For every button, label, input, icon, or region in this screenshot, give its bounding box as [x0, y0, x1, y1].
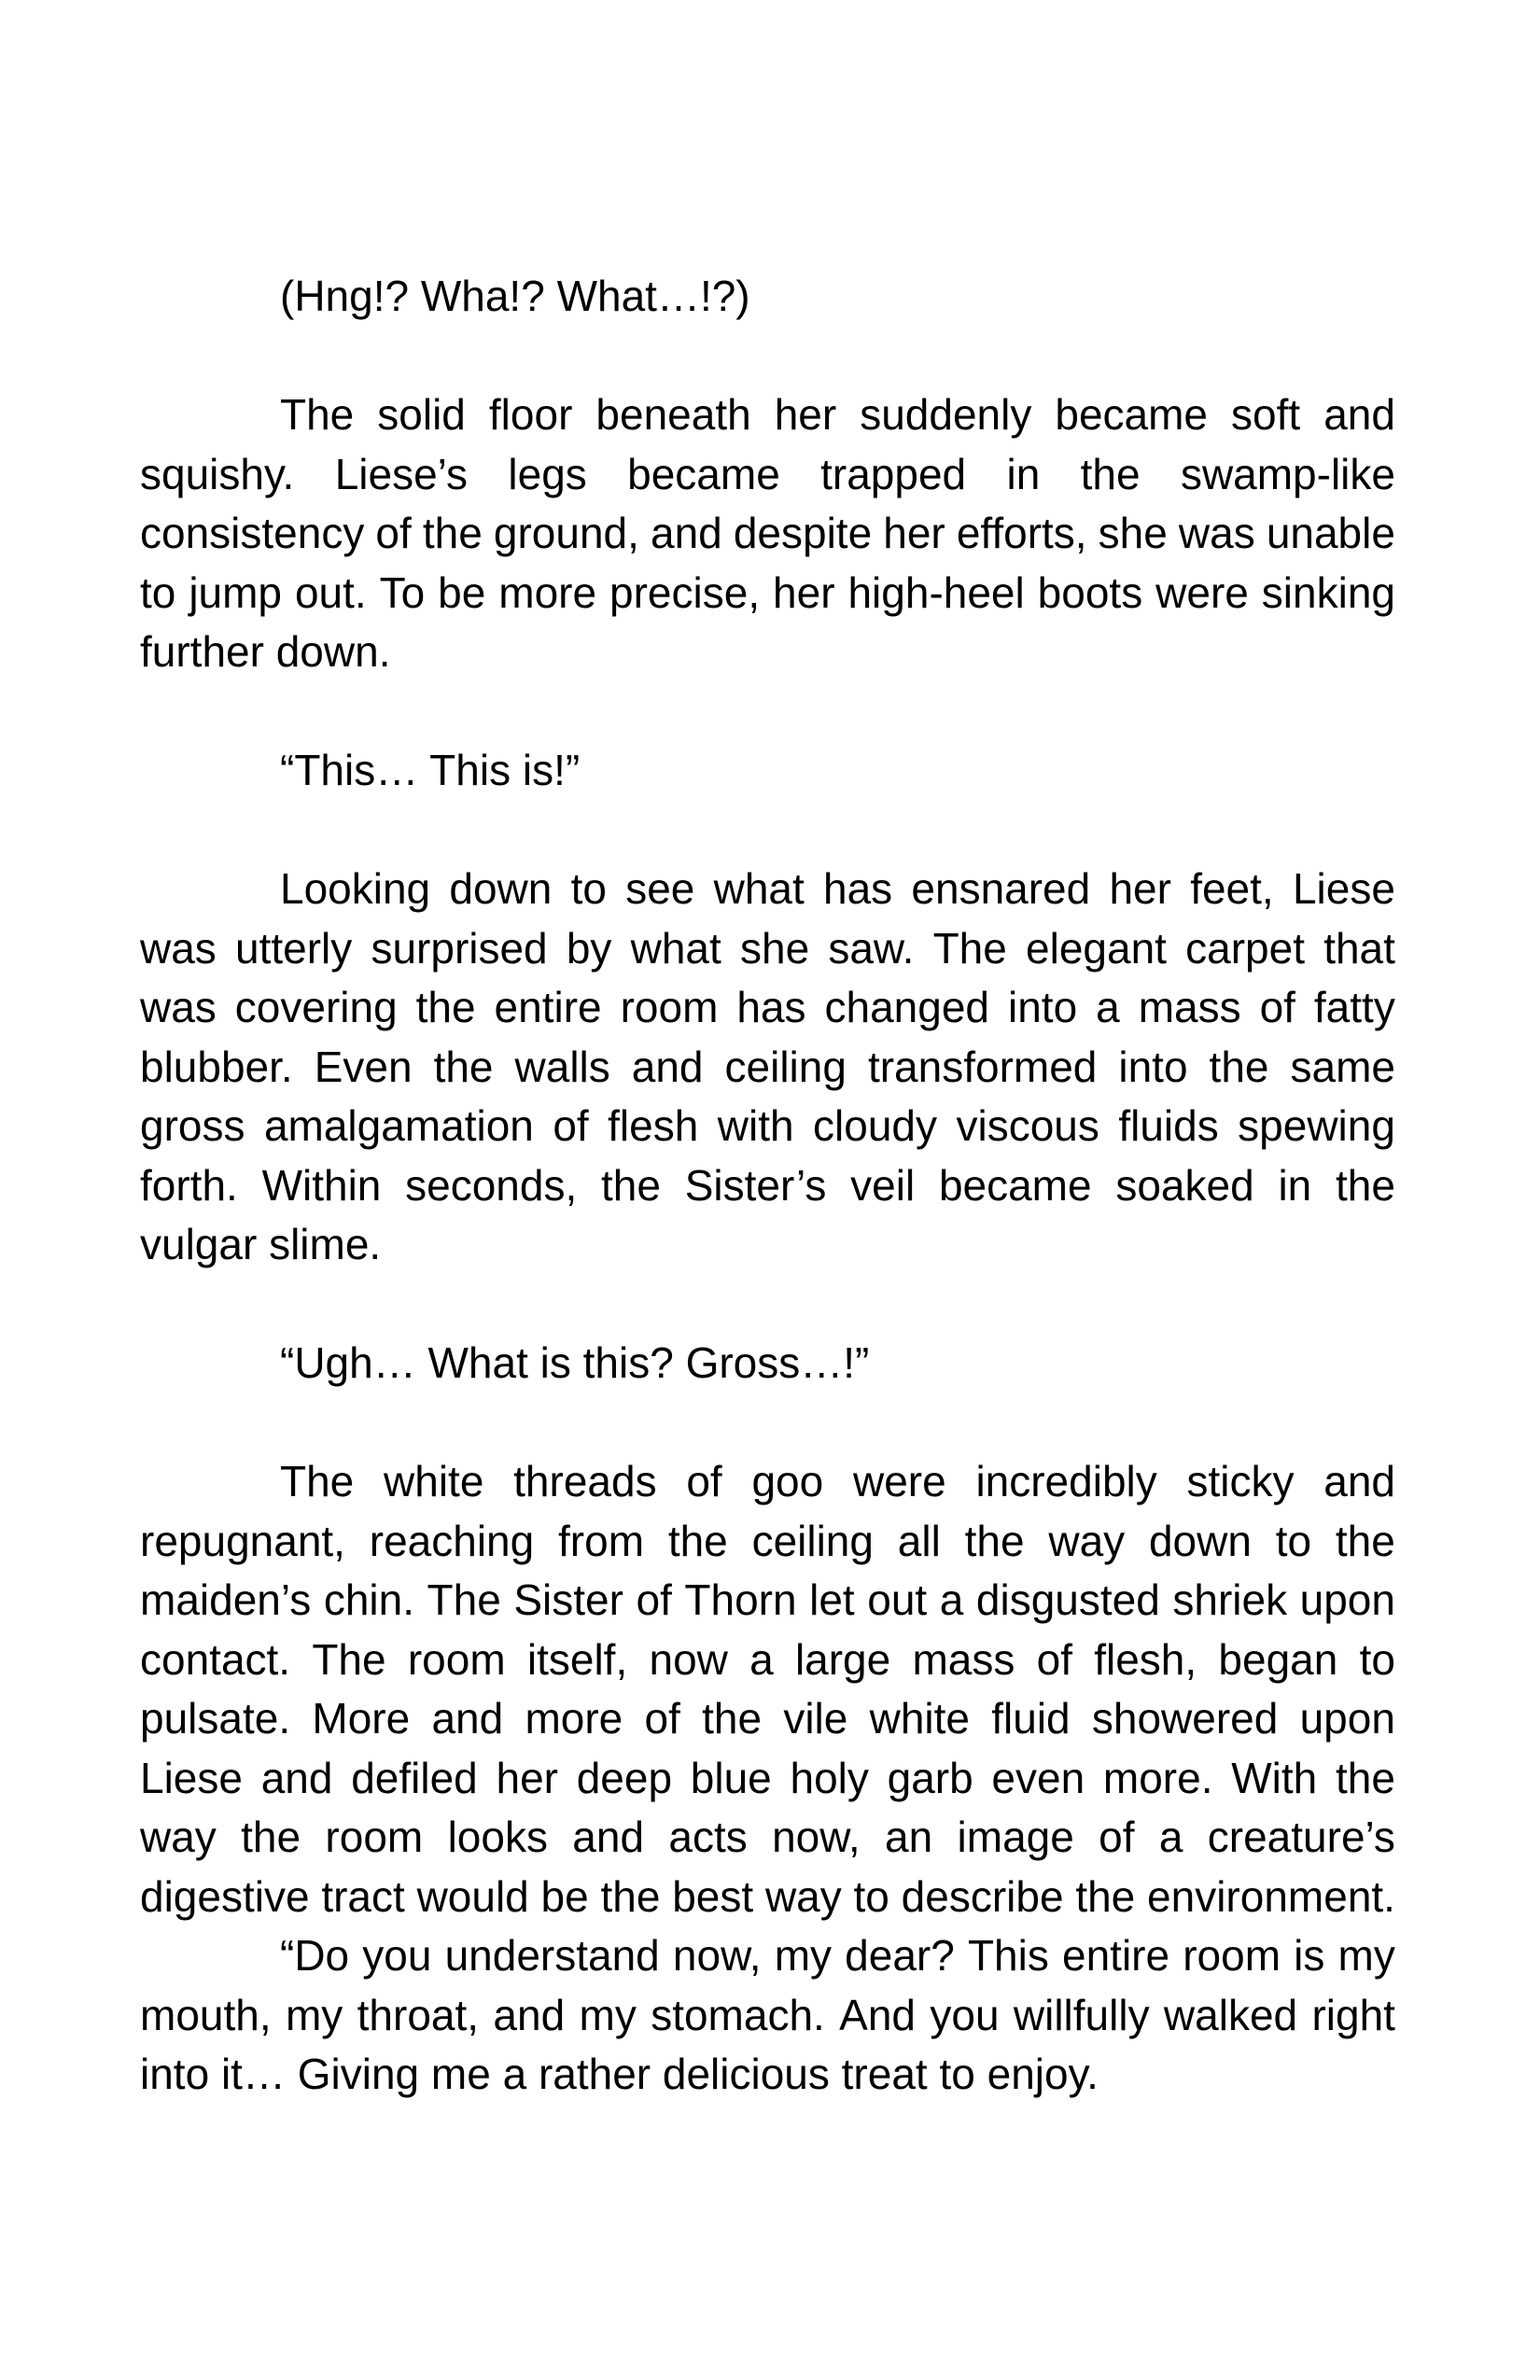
word: The: [280, 390, 355, 439]
word: now,: [772, 1813, 861, 1861]
word: saw.: [828, 923, 915, 973]
word: willfully: [1013, 1990, 1150, 2039]
word: a: [939, 1575, 964, 1624]
word: legs: [508, 449, 587, 498]
text-line: [140, 1452, 1395, 1512]
word: and: [493, 1990, 566, 2039]
word: same: [1290, 1042, 1395, 1091]
word: swamp-like: [1180, 449, 1395, 498]
text-line: digestive tract would be the best way to describe the environment.: [140, 1871, 1395, 1921]
word: sinking: [1261, 567, 1395, 617]
word: threads: [513, 1457, 657, 1505]
word: high-heel: [847, 567, 1025, 617]
word: her: [773, 567, 835, 617]
word: spewing: [1238, 1101, 1395, 1150]
text-line: [140, 1689, 1395, 1749]
word: looks: [447, 1813, 548, 1861]
word: and: [631, 1042, 704, 1091]
word: fluids: [1118, 1101, 1219, 1150]
word: defiled: [351, 1753, 478, 1802]
word: in: [1006, 449, 1041, 498]
word: my: [1337, 1931, 1395, 1980]
word: jump: [189, 567, 283, 617]
word: feet,: [1190, 864, 1274, 913]
word: the: [1335, 1753, 1395, 1802]
word: began: [1218, 1634, 1338, 1684]
word: viscous: [956, 1101, 1099, 1150]
word: became: [1055, 390, 1209, 439]
word: upon: [1299, 1575, 1395, 1624]
word: soaked: [1115, 1160, 1254, 1210]
word: creature’s: [1207, 1813, 1395, 1861]
word: and: [431, 1694, 504, 1743]
page-text: [140, 267, 1395, 2105]
word: precise,: [609, 567, 761, 617]
word: dear?: [845, 1931, 955, 1980]
word: in: [1278, 1160, 1312, 1210]
word: maiden’s: [140, 1575, 312, 1624]
word: out: [867, 1575, 928, 1624]
word: she: [739, 923, 810, 973]
word: out.: [294, 567, 367, 617]
word: consistency: [140, 509, 365, 557]
text-line: [140, 1156, 1395, 1216]
word: ground,: [493, 509, 639, 557]
word: see: [625, 864, 695, 913]
word: of: [636, 1575, 672, 1624]
word: the: [241, 1813, 301, 1861]
paragraph-narration: [140, 860, 1395, 1275]
word: reaching: [369, 1516, 535, 1565]
word: despite: [733, 509, 873, 557]
word: room: [620, 983, 719, 1031]
word: to: [1359, 1634, 1395, 1684]
word: Thorn: [684, 1575, 797, 1624]
word: has: [823, 864, 893, 913]
word: Liese: [140, 1753, 243, 1802]
word: that: [1323, 923, 1395, 973]
text-line: [140, 1097, 1395, 1156]
word: of: [644, 1694, 680, 1743]
word: into: [1007, 983, 1078, 1031]
word: ensnared: [911, 864, 1091, 913]
word: walls: [514, 1042, 610, 1091]
word: was: [140, 983, 217, 1031]
word: surprised: [371, 923, 548, 973]
word: from: [558, 1516, 645, 1565]
word: and: [260, 1753, 333, 1802]
word: my: [285, 1990, 343, 2039]
word: the: [964, 1516, 1025, 1565]
word: shriek: [1172, 1575, 1288, 1624]
word: elegant: [1026, 923, 1167, 973]
word: with: [717, 1101, 794, 1150]
word: of: [553, 1101, 589, 1150]
word: of: [1259, 983, 1295, 1031]
word: were: [852, 1457, 946, 1505]
word: cloudy: [813, 1101, 938, 1150]
text-line: “This… This is!”: [280, 746, 581, 794]
word: repugnant,: [140, 1516, 345, 1565]
word: down: [1148, 1516, 1252, 1565]
word: her: [496, 1753, 558, 1802]
word: you: [362, 1931, 432, 1980]
word: mouth,: [140, 1990, 272, 2039]
word: of: [1036, 1634, 1072, 1684]
word: covering: [234, 983, 398, 1031]
word: forth.: [140, 1160, 238, 1210]
word: vile: [783, 1694, 848, 1743]
word: the: [1080, 449, 1141, 498]
text-line: [140, 445, 1395, 505]
word: understand: [444, 1931, 660, 1980]
word: utterly: [235, 923, 353, 973]
text-line: [140, 860, 1395, 919]
word: by: [566, 923, 612, 973]
word: squishy.: [140, 449, 295, 498]
word: what: [713, 864, 805, 913]
word: holy: [790, 1753, 869, 1802]
word: my: [774, 1931, 833, 1980]
word: entire: [1062, 1931, 1170, 1980]
word: her: [1109, 864, 1171, 913]
word: showered: [1091, 1694, 1279, 1743]
word: she: [1098, 509, 1168, 557]
word: upon: [1299, 1694, 1395, 1743]
word: my: [579, 1990, 637, 2039]
word: Sister: [513, 1575, 623, 1624]
text-line: [140, 385, 1395, 445]
word: Sister’s: [684, 1160, 827, 1210]
word: what: [630, 923, 721, 973]
word: disgusted: [975, 1575, 1160, 1624]
word: now,: [672, 1931, 762, 1980]
word: To: [379, 567, 426, 617]
word: even: [991, 1753, 1085, 1802]
word: entire: [494, 983, 602, 1031]
word: right: [1311, 1990, 1395, 2039]
word: The: [427, 1575, 501, 1624]
word: and: [651, 509, 722, 557]
word: mass: [912, 1634, 1015, 1684]
word: Liese’s: [334, 449, 469, 498]
word: mass: [1138, 983, 1241, 1031]
word: blue: [690, 1753, 772, 1802]
word: carpet: [1185, 923, 1305, 973]
word: room: [1183, 1931, 1281, 1980]
word: became: [627, 449, 780, 498]
paragraph-thought: [140, 267, 1395, 327]
word: and: [1323, 1457, 1395, 1505]
word: of: [686, 1457, 722, 1505]
text-line: [140, 1631, 1395, 1690]
text-line: further down.: [140, 627, 391, 676]
paragraph-dialogue: [140, 1926, 1395, 2105]
text-line: [140, 1571, 1395, 1631]
word: transformed: [867, 1042, 1098, 1091]
word: changed: [824, 983, 990, 1031]
word: flesh,: [1094, 1634, 1197, 1684]
word: was: [140, 923, 217, 973]
word: now: [649, 1634, 728, 1684]
word: acts: [668, 1813, 748, 1861]
text-line: [140, 1038, 1395, 1098]
word: more: [498, 567, 597, 617]
paragraph-narration: [140, 1452, 1395, 1926]
word: you: [930, 1990, 1000, 2039]
text-line: [140, 1926, 1395, 1986]
text-line: “Ugh… What is this? Gross…!”: [280, 1338, 870, 1387]
word: Looking: [280, 864, 431, 913]
word: The: [280, 1457, 355, 1505]
word: white: [869, 1694, 970, 1743]
word: white: [384, 1457, 484, 1505]
word: was: [1178, 509, 1255, 557]
text-line: [140, 1512, 1395, 1572]
word: to: [1275, 1516, 1312, 1565]
word: the: [667, 1516, 728, 1565]
word: be: [438, 567, 486, 617]
word: With: [1231, 1753, 1318, 1802]
word: throat,: [357, 1990, 480, 2039]
word: blubber.: [140, 1042, 293, 1091]
word: The: [312, 1634, 386, 1684]
text-line: [140, 1986, 1395, 2046]
text-line: [140, 1749, 1395, 1809]
word: pulsate.: [140, 1694, 291, 1743]
word: and: [572, 1813, 645, 1861]
word: her: [883, 509, 945, 557]
word: and: [1323, 390, 1395, 439]
word: a: [1158, 1813, 1183, 1861]
paragraph-dialogue: [140, 1334, 1395, 1393]
word: contact.: [140, 1634, 291, 1684]
word: image: [957, 1813, 1074, 1861]
word: way: [1048, 1516, 1126, 1565]
word: floor: [488, 390, 573, 439]
text-line: [140, 504, 1395, 564]
word: This: [967, 1931, 1049, 1980]
word: more: [525, 1694, 623, 1743]
word: unable: [1266, 509, 1395, 557]
word: soft: [1231, 390, 1301, 439]
word: solid: [377, 390, 466, 439]
word: Even: [314, 1042, 413, 1091]
word: fatty: [1313, 983, 1395, 1031]
word: of: [375, 509, 412, 557]
word: were: [1155, 567, 1249, 617]
word: large: [794, 1634, 891, 1684]
word: the: [433, 1042, 494, 1091]
word: is: [1294, 1931, 1325, 1980]
word: itself,: [526, 1634, 628, 1684]
word: her: [774, 390, 837, 439]
word: goo: [751, 1457, 824, 1505]
text-line: (Hng!? Wha!? What…!?): [280, 272, 750, 320]
word: let: [809, 1575, 855, 1624]
word: boots: [1037, 567, 1143, 617]
word: the: [1336, 1160, 1395, 1210]
word: garb: [887, 1753, 973, 1802]
word: fluid: [991, 1694, 1071, 1743]
word: the: [415, 983, 476, 1031]
word: beneath: [595, 390, 751, 439]
word: suddenly: [860, 390, 1032, 439]
word: Liese: [1292, 864, 1395, 913]
word: seconds,: [405, 1160, 578, 1210]
word: of: [1099, 1813, 1135, 1861]
word: way: [140, 1813, 217, 1861]
word: The: [932, 923, 1007, 973]
paragraph-dialogue: [140, 741, 1395, 801]
word: chin.: [323, 1575, 414, 1624]
word: the: [702, 1694, 763, 1743]
word: sticky: [1186, 1457, 1295, 1505]
word: to: [570, 864, 607, 913]
word: ceiling: [751, 1516, 874, 1565]
word: the: [601, 1160, 661, 1210]
word: an: [885, 1813, 933, 1861]
word: More: [312, 1694, 411, 1743]
text-line: into it… Giving me a rather delicious treat to enjoy.: [140, 2050, 1099, 2098]
word: walked: [1163, 1990, 1298, 2039]
word: incredibly: [975, 1457, 1157, 1505]
word: the: [422, 509, 483, 557]
word: room: [407, 1634, 506, 1684]
word: became: [938, 1160, 1092, 1210]
word: room: [325, 1813, 424, 1861]
paragraph-narration: [140, 385, 1395, 682]
word: more.: [1102, 1753, 1213, 1802]
word: efforts,: [956, 509, 1087, 557]
word: amalgamation: [263, 1101, 534, 1150]
word: ceiling: [724, 1042, 847, 1091]
word: veil: [850, 1160, 916, 1210]
word: the: [1209, 1042, 1269, 1091]
word: Within: [261, 1160, 382, 1210]
word: deep: [576, 1753, 673, 1802]
word: a: [749, 1634, 774, 1684]
text-line: [140, 919, 1395, 979]
word: a: [1096, 983, 1120, 1031]
word: flesh: [608, 1101, 699, 1150]
word: has: [736, 983, 806, 1031]
word: gross: [140, 1101, 245, 1150]
text-line: vulgar slime.: [140, 1220, 382, 1268]
word: trapped: [820, 449, 967, 498]
word: down: [449, 864, 553, 913]
word: “Do: [280, 1931, 350, 1980]
text-line: [140, 978, 1395, 1038]
word: the: [1335, 1516, 1395, 1565]
word: to: [140, 567, 176, 617]
word: stomach.: [651, 1990, 825, 2039]
text-line: [140, 564, 1395, 623]
word: And: [839, 1990, 917, 2039]
word: into: [1118, 1042, 1188, 1091]
word: all: [897, 1516, 941, 1565]
text-line: [140, 1808, 1395, 1868]
